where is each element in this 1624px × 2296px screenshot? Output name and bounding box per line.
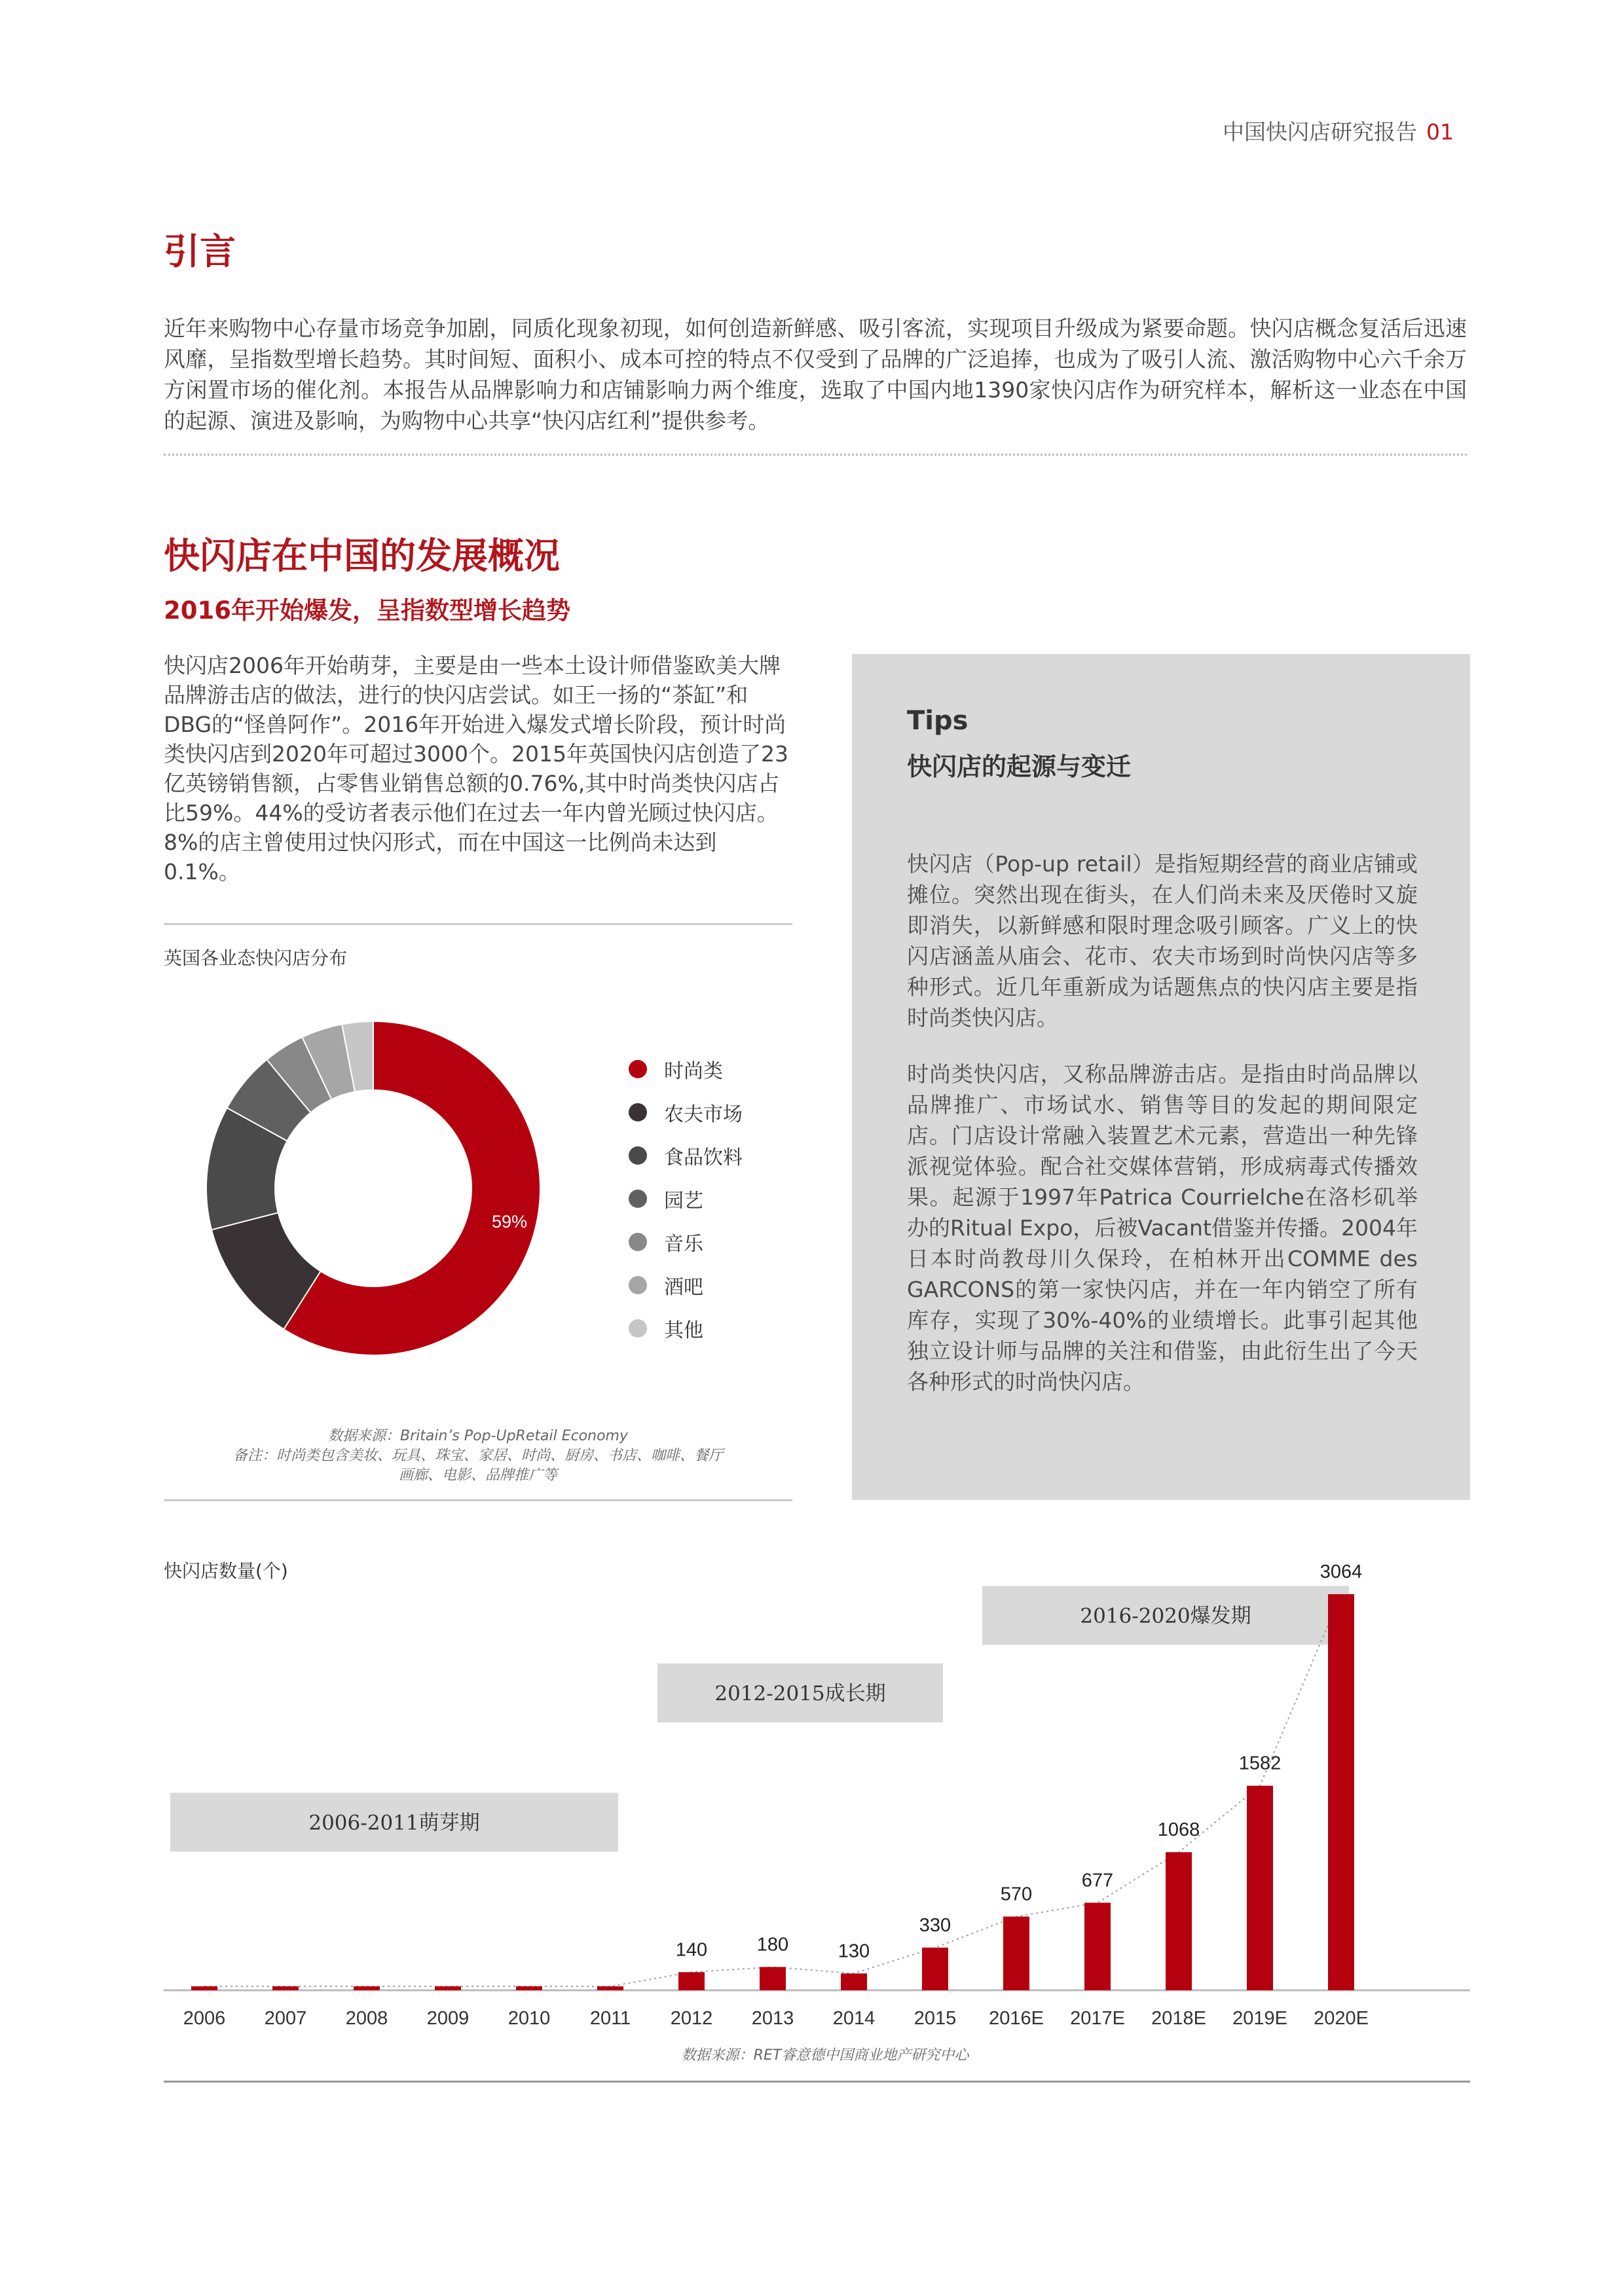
tick-label: 2014 — [832, 2008, 876, 2029]
bar-chart — [0, 1558, 1624, 2082]
section-subheading: 2016年开始爆发，呈指数型增长趋势 — [164, 596, 570, 625]
bar-bottom-rule — [164, 2081, 1470, 2083]
legend-item — [629, 1185, 743, 1212]
donut-data-label: 59% — [491, 1212, 528, 1231]
section-body: 快闪店2006年开始萌芽，主要是由一些本土设计师借鉴欧美大牌品牌游击店的做法，进行的快闪店尝试。如王一扬的“茶缸”和DBG的“怪兽阿作”。2016年开始进入爆发式增长阶段，预计时尚类快闪店到2020年可超过3000个。2015年英国快闪店创造了23亿英镑销售额，占零售业销售总额的0.76%,其中时尚类快闪店占比59%。44%的受访者表示他们在过去一年内曾光顾过快闪店。8%的店主曾使用过快闪形式，而在中国这一比例尚未达到0.1%。 — [164, 653, 788, 884]
bar-2009 — [435, 1986, 461, 1990]
bar-2010 — [516, 1986, 542, 1990]
tips-title: 快闪店的起源与变迁 — [907, 752, 1132, 781]
donut-chart — [196, 1011, 550, 1365]
legend-swatch — [629, 1319, 647, 1338]
legend-swatch — [629, 1276, 647, 1294]
donut-source: 数据来源：Britain’s Pop-UpRetail Economy — [327, 1428, 628, 1444]
legend-swatch — [629, 1060, 647, 1078]
bar-data-label: 130 — [838, 1941, 870, 1962]
legend-label: 音乐 — [664, 1233, 703, 1256]
legend-swatch — [629, 1190, 647, 1208]
bar-2011 — [597, 1986, 623, 1990]
bar-2020E — [1328, 1594, 1354, 1990]
bar-data-label: 1582 — [1238, 1753, 1282, 1774]
intro-paragraph: 近年来购物中心存量市场竞争加剧，同质化现象初现，如何创造新鲜感、吸引客流，实现项目升级成为紧要命题。快闪店概念复活后迅速风靡，呈指数型增长趋势。其时间短、面积小、成本可控的特点不仅受到了品牌的广泛追捧，也成为了吸引人流、激活购物中心六千余万方闲置市场的催化剂。本报告从品牌影响力和店铺影响力两个维度，选取了中国内地1390家快闪店作为研究样本，解析这一业态在中国的起源、演进及影响，为购物中心共享“快闪店红利”提供参考。 — [164, 316, 1467, 433]
tick-label: 2020E — [1314, 2008, 1369, 2029]
section-heading: 快闪店在中国的发展概况 — [164, 534, 561, 577]
bar-2006 — [191, 1986, 217, 1990]
legend-item — [629, 1099, 743, 1126]
legend-label: 其他 — [664, 1319, 703, 1342]
tick-label: 2008 — [345, 2008, 388, 2029]
donut-note-line2: 画廊、电影、品牌推广等 — [398, 1467, 557, 1484]
donut-note-line1: 备注：时尚类包含美妆、玩具、珠宝、家居、时尚、厨房、书店、咖啡、餐厅 — [232, 1448, 723, 1464]
bar-data-label: 3064 — [1320, 1561, 1363, 1582]
bar-2017E — [1084, 1903, 1111, 1990]
legend-swatch — [629, 1146, 647, 1165]
bar-source: 数据来源：RET睿意德中国商业地产研究中心 — [681, 2047, 969, 2064]
bar-2013 — [760, 1967, 786, 1990]
tick-label: 2017E — [1070, 2008, 1125, 2029]
bar-chart-title: 快闪店数量(个) — [164, 1560, 288, 1582]
phase-label: 2016-2020爆发期 — [1080, 1604, 1251, 1628]
legend-item — [629, 1271, 743, 1299]
tick-label: 2019E — [1232, 2008, 1287, 2029]
bar-2015 — [922, 1948, 948, 1990]
bar-data-label: 1068 — [1157, 1819, 1200, 1841]
tick-label: 2015 — [913, 2008, 957, 2029]
legend-item — [629, 1055, 743, 1083]
tick-label: 2013 — [751, 2008, 794, 2029]
tick-label: 2007 — [264, 2008, 307, 2029]
bar-data-label: 140 — [675, 1939, 708, 1961]
tick-label: 2011 — [589, 2008, 631, 2029]
bar-data-label: 570 — [1000, 1884, 1033, 1905]
bar-2019E — [1247, 1786, 1273, 1990]
bar-data-label: 677 — [1081, 1870, 1114, 1891]
legend-label: 食品饮料 — [664, 1146, 743, 1169]
donut-top-rule — [164, 923, 792, 925]
legend-label: 时尚类 — [664, 1060, 723, 1083]
phase-label: 2012-2015成长期 — [714, 1681, 886, 1705]
donut-legend — [629, 1055, 743, 1358]
tick-label: 2006 — [183, 2008, 226, 2029]
tick-label: 2016E — [989, 2008, 1044, 2029]
legend-swatch — [629, 1103, 647, 1121]
tick-label: 2018E — [1151, 2008, 1206, 2029]
tick-label: 2012 — [670, 2008, 713, 2029]
header-title-text: 中国快闪店研究报告 — [1223, 119, 1417, 145]
legend-item — [629, 1142, 743, 1169]
bar-2007 — [272, 1986, 299, 1990]
tips-paragraph-2: 时尚类快闪店，又称品牌游击店。是指由时尚品牌以品牌推广、市场试水、销售等目的发起的期间限定店。门店设计常融入装置艺术元素，营造出一种先锋派视觉体验。配合社交媒体营销，形成病毒式传播效果。起源于1997年Patrica Courrielche在洛杉矶举办的Ritual Expo，后被Vacant借鉴并传播。2004年日本时尚教母川久保玲，在柏林开出COMME des GARCONS的第一家快闪店，并在一年内销空了所有库存，实现了30%-40%的业绩增长。此事引起其他独立设计师与品牌的关注和借鉴，由此衍生出了今天各种形式的时尚快闪店。 — [907, 1061, 1418, 1394]
bar-data-label: 180 — [756, 1934, 789, 1956]
tick-label: 2010 — [507, 2008, 551, 2029]
donut-bottom-rule — [164, 1499, 792, 1501]
legend-swatch — [629, 1233, 647, 1251]
bar-2018E — [1166, 1852, 1192, 1990]
legend-item — [629, 1228, 743, 1256]
bar-2014 — [841, 1973, 867, 1990]
bar-data-label: 330 — [919, 1914, 951, 1936]
header-report-title — [1223, 115, 1454, 146]
dotted-divider — [164, 454, 1467, 456]
tick-label: 2009 — [426, 2008, 470, 2029]
bar-2008 — [354, 1986, 380, 1990]
legend-label: 农夫市场 — [664, 1103, 743, 1126]
tips-paragraph-1: 快闪店（Pop-up retail）是指短期经营的商业店铺或摊位。突然出现在街头，在人们尚未来及厌倦时又旋即消失，以新鲜感和限时理念吸引顾客。广义上的快闪店涵盖从庙会、花市、农夫市场到时尚快闪店等多种形式。近几年重新成为话题焦点的快闪店主要是指时尚类快闪店。 — [907, 851, 1418, 1030]
legend-label: 酒吧 — [664, 1276, 703, 1299]
intro-heading: 引言 — [164, 230, 236, 272]
tips-label: Tips — [907, 706, 969, 736]
phase-label: 2006-2011萌芽期 — [308, 1811, 480, 1835]
legend-item — [629, 1315, 743, 1342]
donut-chart-title: 英国各业态快闪店分布 — [164, 947, 348, 969]
page-number: 01 — [1426, 119, 1454, 145]
bar-2012 — [678, 1972, 705, 1990]
bar-2016E — [1003, 1916, 1029, 1990]
legend-label: 园艺 — [664, 1190, 703, 1212]
